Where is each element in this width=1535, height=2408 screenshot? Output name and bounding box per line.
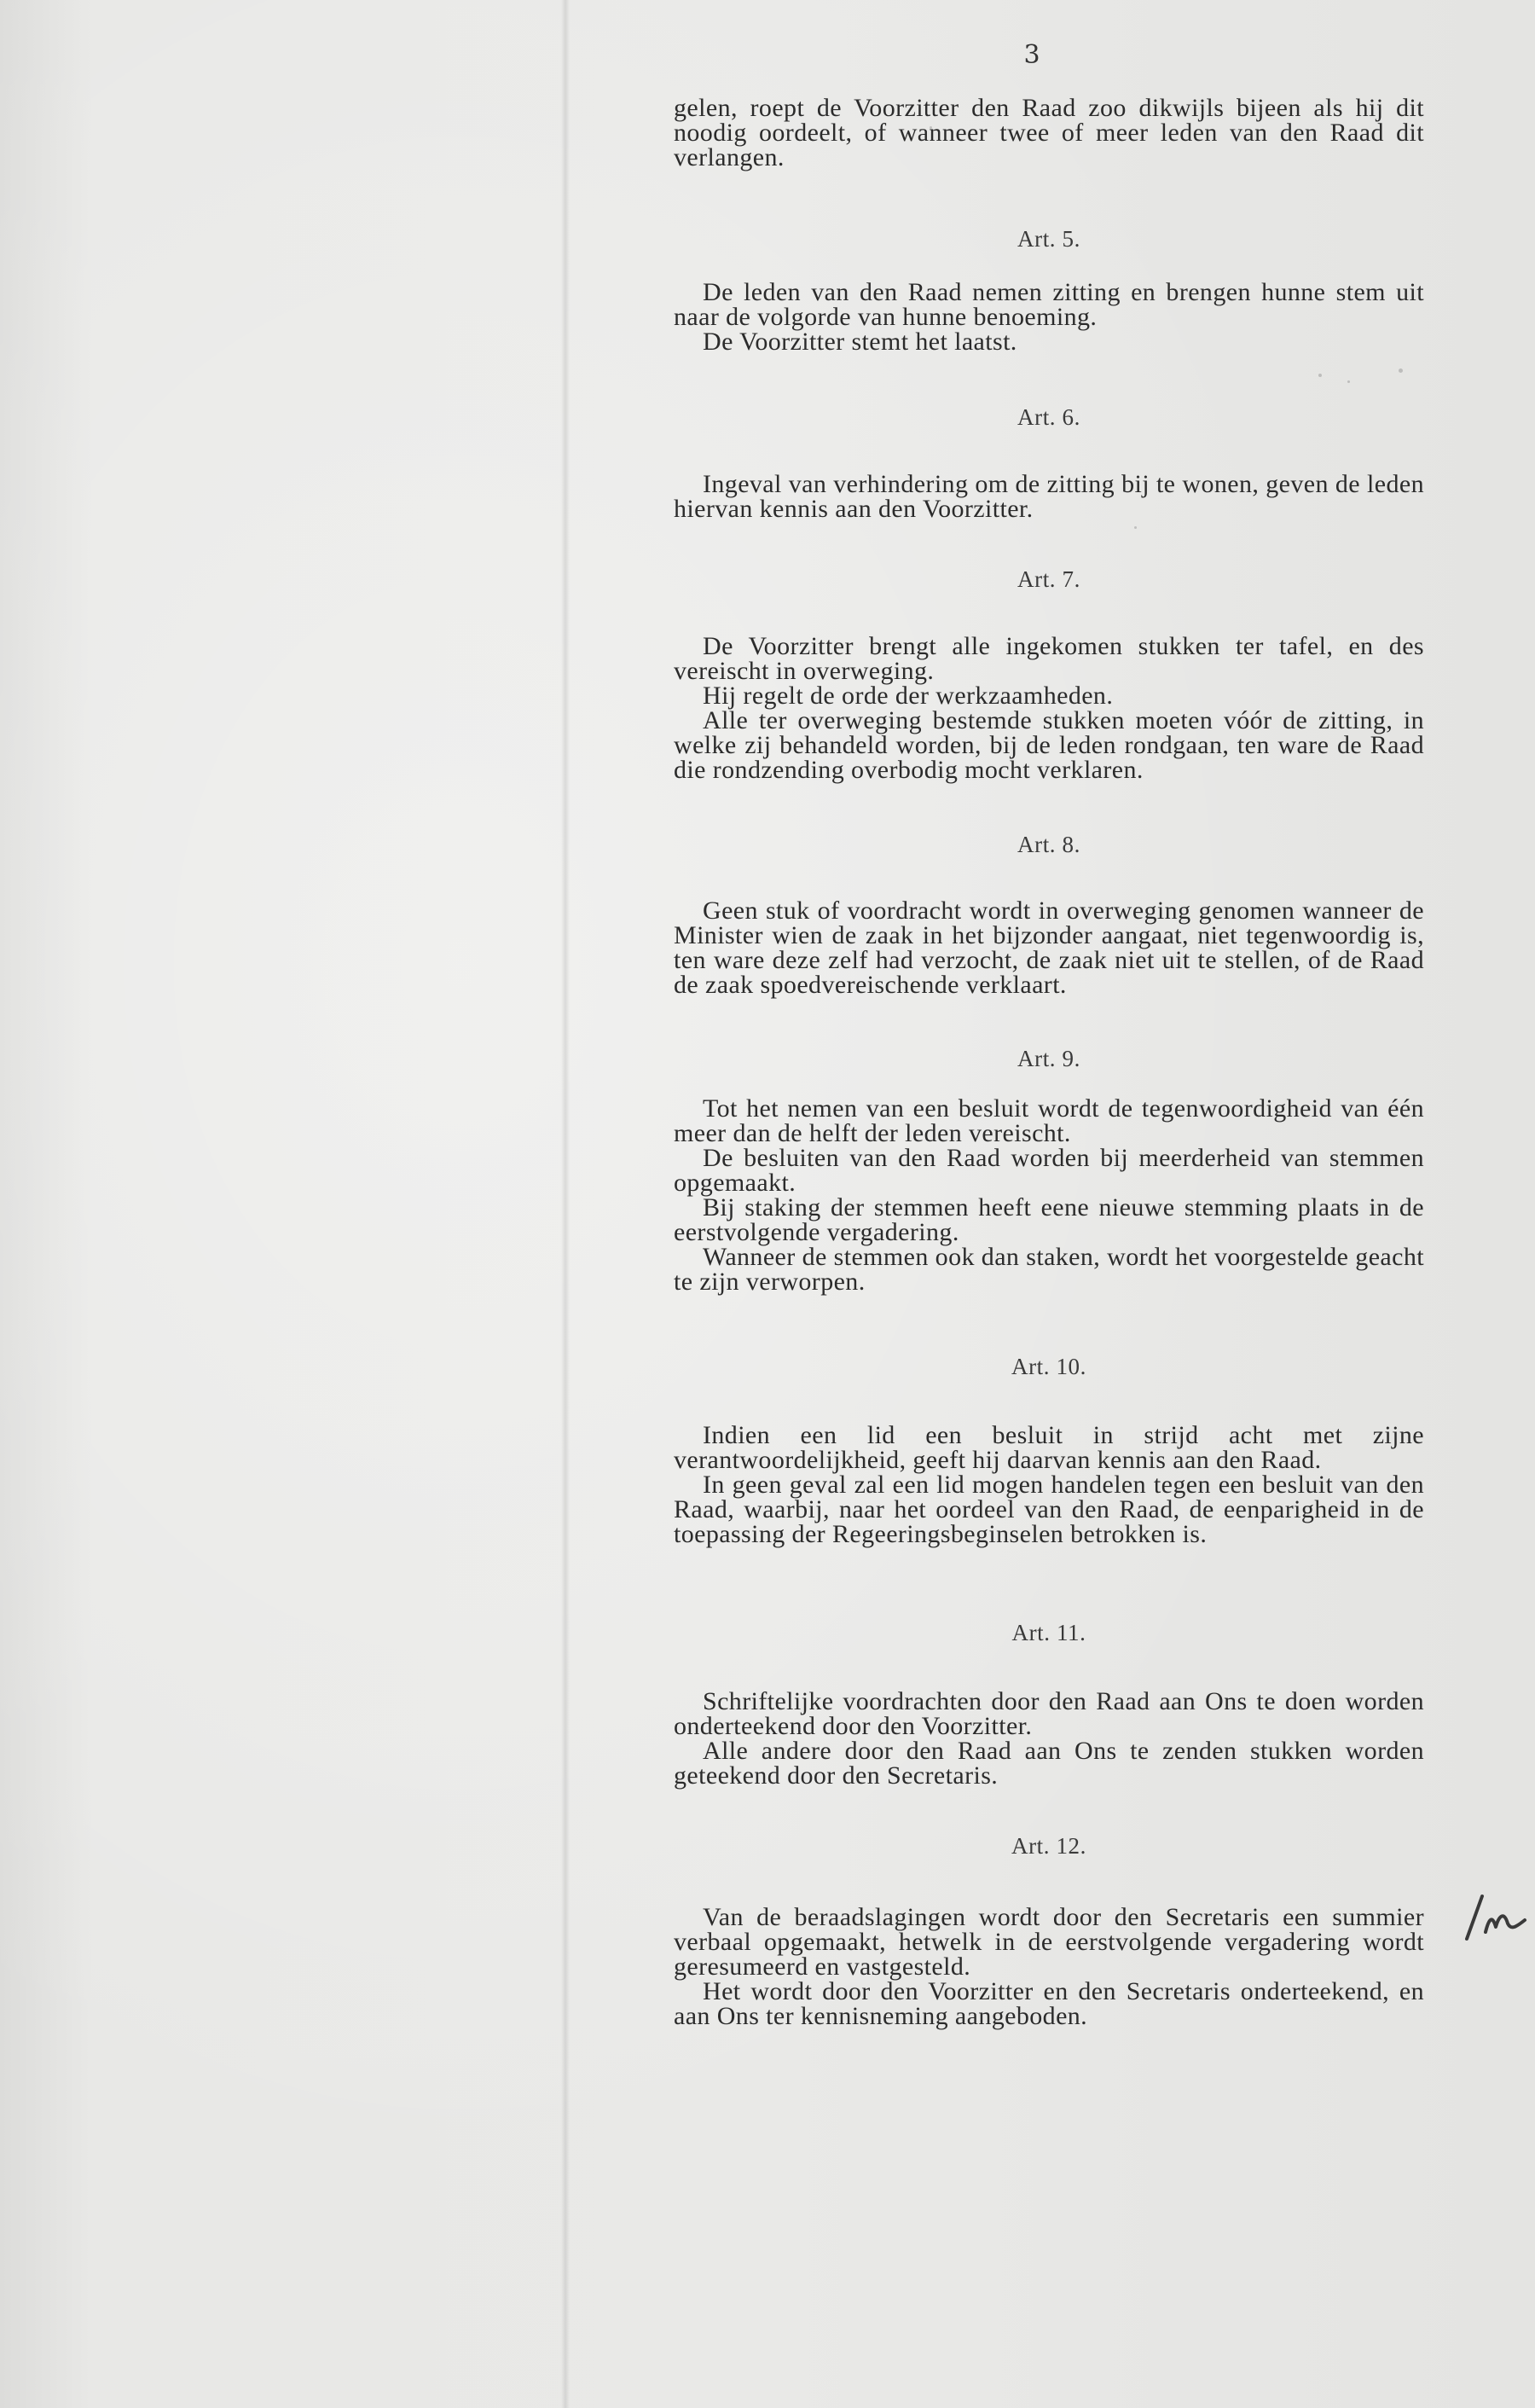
article-7-heading: Art. 7. — [1017, 566, 1080, 592]
margin-n-stroke — [1486, 1916, 1525, 1932]
article-11-body — [674, 1689, 1424, 1788]
article-9-heading: Art. 9. — [1017, 1046, 1080, 1071]
article-7-paragraph-1: De Voorzitter brengt alle ingekomen stukken ter tafel, en des vereischt in overweging. — [674, 632, 1424, 685]
article-12-body — [674, 1905, 1424, 2028]
article-9-paragraph-3: Bij staking der stemmen heeft eene nieuwe stemming plaats in de eerstvolgende vergadering. — [674, 1193, 1424, 1246]
paper-speck — [930, 126, 932, 129]
article-5-paragraph-2: De Voorzitter stemt het laatst. — [703, 328, 1017, 356]
article-9-paragraph-2: De besluiten van den Raad worden bij meerderheid van stemmen opgemaakt. — [674, 1144, 1424, 1197]
article-12-heading: Art. 12. — [1011, 1833, 1087, 1859]
margin-slash-stroke — [1467, 1896, 1482, 1939]
page-number: 3 — [1023, 40, 1040, 70]
article-6-heading: Art. 6. — [1017, 404, 1080, 430]
article-5-paragraph-1: De leden van den Raad nemen zitting en brengen hunne stem uit naar de volgorde van hunne benoeming. — [674, 278, 1424, 331]
handwritten-margin-note — [1451, 1889, 1528, 1949]
article-7-body — [674, 634, 1424, 782]
article-9-body — [674, 1096, 1424, 1294]
article-10-paragraph-1: Indien een lid een besluit in strijd acht met zijne verantwoordelijkheid, geeft hij daarvan kennis aan den Raad. — [674, 1421, 1424, 1474]
text-column — [674, 40, 1424, 2073]
article-6-paragraph-1: Ingeval van verhindering om de zitting bij te wonen, geven de leden hiervan kennis aan den Voorzitter. — [674, 470, 1424, 523]
article-10-body — [674, 1423, 1424, 1546]
article-11-paragraph-1: Schriftelijke voordrachten door den Raad aan Ons te doen worden onderteekend door den Voorzitter. — [674, 1687, 1424, 1740]
article-8-paragraph-1: Geen stuk of voordracht wordt in overweging genomen wanneer de Minister wien de zaak in het bijzonder aangaat, niet tegenwoordig is, ten ware deze zelf had verzocht, de zaak niet uit te stellen, of de Raad de zaak spoedvereischende verklaart. — [674, 896, 1424, 999]
article-7-paragraph-3: Alle ter overweging bestemde stukken moeten vóór de zitting, in welke zij behandeld worden, bij de leden rondgaan, ten ware de Raad die rondzending overbodig mocht verklaren. — [674, 706, 1424, 784]
article-11-paragraph-2: Alle andere door den Raad aan Ons te zenden stukken worden geteekend door den Secretaris. — [674, 1737, 1424, 1790]
article-9-paragraph-1: Tot het nemen van een besluit wordt de tegenwoordigheid van één meer dan de helft der leden vereischt. — [674, 1094, 1424, 1147]
paper-speck — [1399, 368, 1403, 373]
paper-speck — [1318, 374, 1322, 377]
article-10-paragraph-2: In geen geval zal een lid mogen handelen tegen een besluit van den Raad, waarbij, naar het oordeel van den Raad, de eenparigheid in de toepassing der Regeeringsbeginselen betrokken is. — [674, 1471, 1424, 1548]
article-8-heading: Art. 8. — [1017, 832, 1080, 857]
article-7-paragraph-2: Hij regelt de orde der werkzaamheden. — [703, 682, 1114, 710]
article-6-body — [674, 472, 1424, 521]
article-11-heading: Art. 11. — [1011, 1620, 1086, 1645]
article-12-paragraph-1: Van de beraadslagingen wordt door den Secretaris een summier verbaal opgemaakt, hetwelk in de eerstvolgende vergadering wordt geresumeerd en vastgesteld. — [674, 1903, 1424, 1981]
paper-speck — [1134, 526, 1137, 529]
page-fold-shadow — [561, 0, 570, 2408]
article-12-paragraph-2: Het wordt door den Voorzitter en den Secretaris onderteekend, en aan Ons ter kennisneming aangeboden. — [674, 1977, 1424, 2030]
intro-fragment — [674, 96, 1424, 170]
article-5-body — [674, 280, 1424, 354]
article-5-heading: Art. 5. — [1017, 226, 1080, 252]
paper-speck — [1347, 380, 1350, 383]
intro-paragraph: gelen, roept de Voorzitter den Raad zoo dikwijls bijeen als hij dit noodig oordeelt, of wanneer twee of meer leden van den Raad dit verlangen. — [674, 94, 1424, 171]
article-8-body — [674, 898, 1424, 997]
article-10-heading: Art. 10. — [1011, 1354, 1087, 1379]
article-9-paragraph-4: Wanneer de stemmen ook dan staken, wordt het voorgestelde geacht te zijn verworpen. — [674, 1243, 1424, 1296]
